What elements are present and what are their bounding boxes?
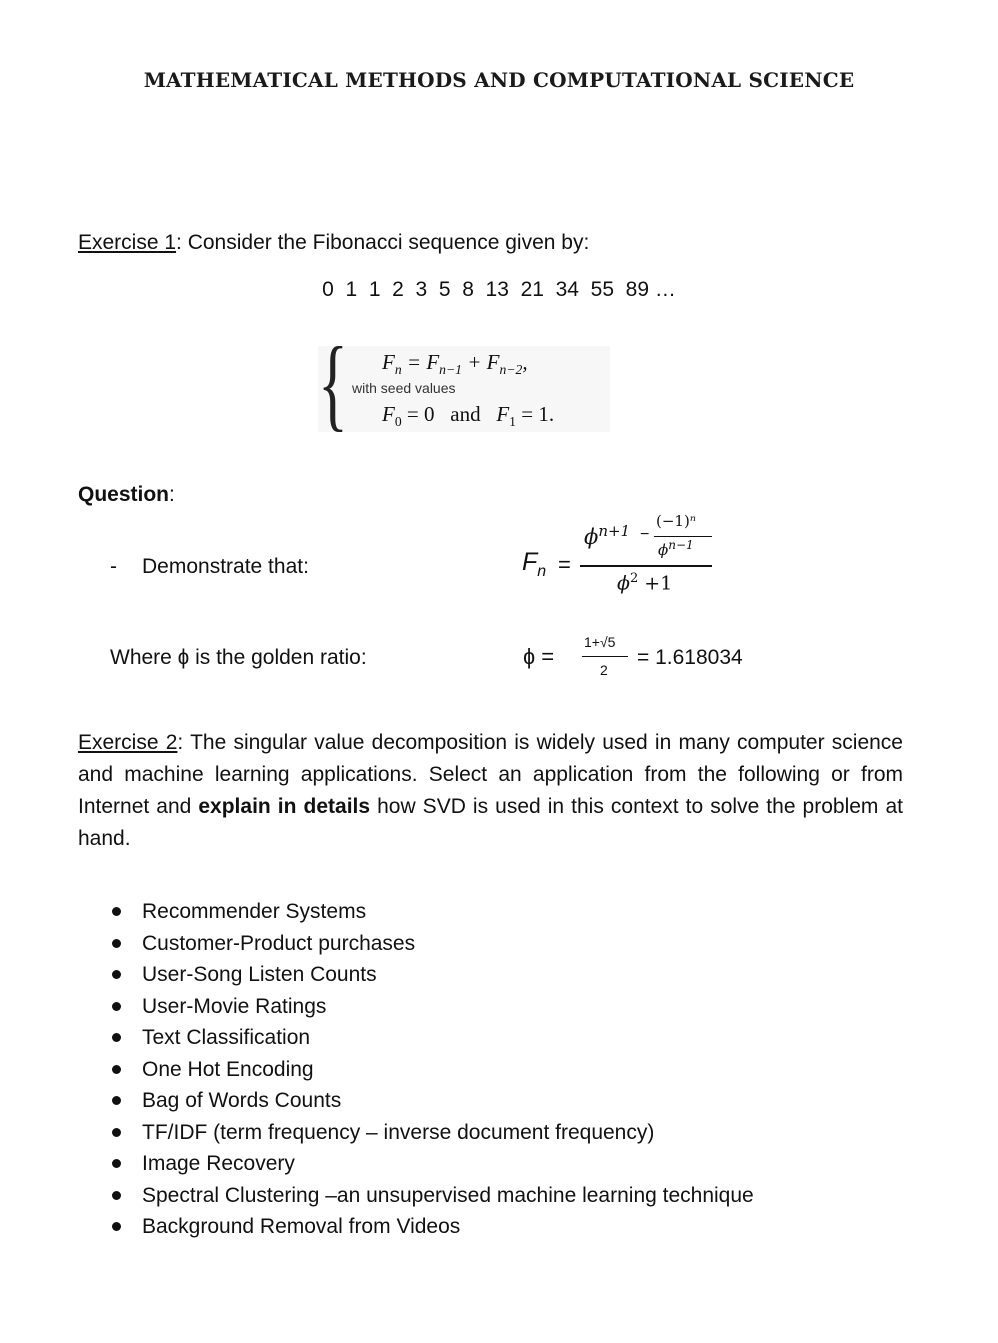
list-item: One Hot Encoding xyxy=(110,1054,754,1086)
exercise2-label: Exercise 2 xyxy=(78,731,178,754)
formula-inner-denominator: $\phi^{n-1}$ xyxy=(658,538,694,559)
list-item: Recommender Systems xyxy=(110,896,754,928)
golden-value: = 1.618034 xyxy=(637,646,743,669)
explain-in-details: explain in details xyxy=(198,795,371,818)
formula-numerator-minus: − xyxy=(640,526,650,543)
page-title: MATHEMATICAL METHODS AND COMPUTATIONAL SCIENCE xyxy=(143,68,855,92)
bullet-icon xyxy=(112,1065,121,1074)
bullet-icon xyxy=(112,970,121,979)
list-item: Background Removal from Videos xyxy=(110,1211,754,1243)
formula-equals: = xyxy=(558,552,571,577)
seed-values-equation: $F_0 = 0$ and $F_1 = 1$. xyxy=(382,402,555,430)
formula-numerator-main: $\phi^{n+1}$ xyxy=(584,522,631,549)
question-label: Question xyxy=(78,483,170,506)
bullet-icon xyxy=(112,1096,121,1105)
list-item: Spectral Clustering –an unsupervised machine learning technique xyxy=(110,1180,754,1212)
exercise2-paragraph: Exercise 2: The singular value decomposition is widely used in many computer science and machine learning applications. Select an application from the following or from Internet and explain in details how SVD is used in this context to solve the problem at hand. xyxy=(78,731,903,850)
bullet-icon xyxy=(112,939,121,948)
demonstrate-dash: - xyxy=(110,555,117,578)
applications-list xyxy=(110,896,754,1243)
bullet-icon xyxy=(112,1002,121,1011)
exercise1-heading xyxy=(78,227,589,259)
question-heading: Question: xyxy=(78,483,175,506)
golden-bar xyxy=(582,656,628,657)
formula-inner-numerator: (−1)ⁿ xyxy=(656,512,696,530)
list-item: Customer-Product purchases xyxy=(110,928,754,960)
bullet-icon xyxy=(112,1033,121,1042)
formula-lhs: $F_n$ xyxy=(522,548,547,580)
golden-phi: ɸ = xyxy=(523,644,555,669)
list-item: User-Song Listen Counts xyxy=(110,959,754,991)
fibonacci-system xyxy=(318,326,610,441)
golden-ratio-text: Where ɸ is the golden ratio: xyxy=(110,646,367,669)
list-item: User-Movie Ratings xyxy=(110,991,754,1023)
formula-inner-bar xyxy=(654,536,712,537)
bullet-icon xyxy=(112,1128,121,1137)
recurrence-equation: $F_n = F_{n-1} + F_{n-2}$, xyxy=(382,350,528,378)
seed-values-text: with seed values xyxy=(352,380,456,396)
bullet-icon xyxy=(112,907,121,916)
list-item: Bag of Words Counts xyxy=(110,1085,754,1117)
golden-numerator: 1+√5 xyxy=(584,634,616,650)
left-brace-icon: { xyxy=(318,326,348,441)
exercise1-intro: : Consider the Fibonacci sequence given by: xyxy=(176,231,590,254)
formula-denominator: $\phi^2 +1$ xyxy=(617,571,673,595)
bullet-icon xyxy=(112,1159,121,1168)
list-item: Text Classification xyxy=(110,1022,754,1054)
fibonacci-sequence: 0 1 1 2 3 5 8 13 21 34 55 89 … xyxy=(322,278,676,301)
exercise1-label: Exercise 1 xyxy=(78,231,177,254)
bullet-icon xyxy=(112,1222,121,1231)
formula-main-bar xyxy=(580,565,712,567)
golden-denominator: 2 xyxy=(600,662,608,678)
list-item: Image Recovery xyxy=(110,1148,754,1180)
demonstrate-text: Demonstrate that: xyxy=(142,555,309,578)
bullet-icon xyxy=(112,1191,121,1200)
list-item: TF/IDF (term frequency – inverse document frequency) xyxy=(110,1117,754,1149)
